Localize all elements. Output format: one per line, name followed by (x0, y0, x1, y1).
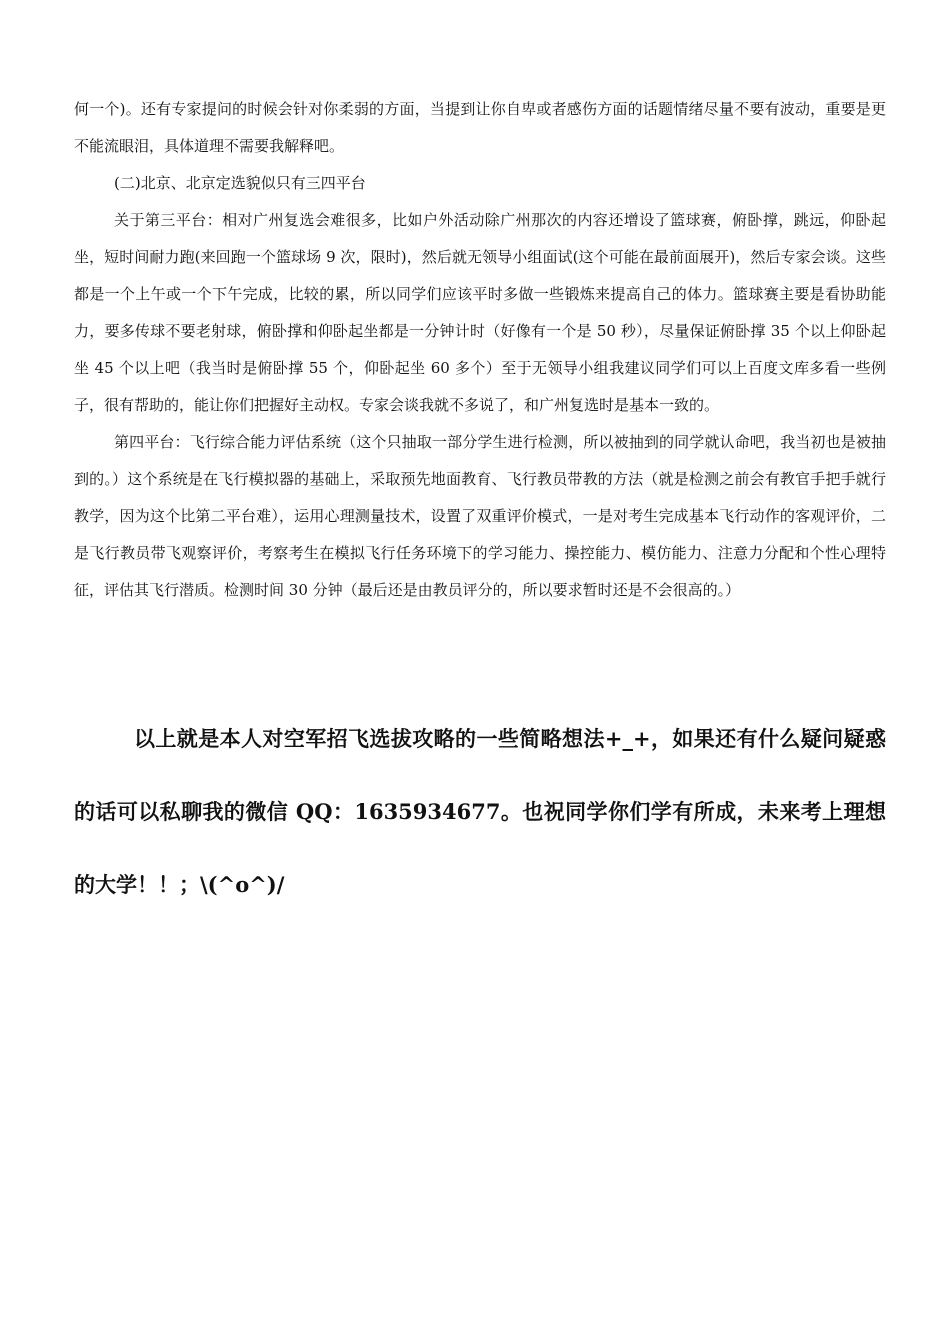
paragraph-third-platform: 关于第三平台：相对广州复选会难很多，比如户外活动除广州那次的内容还增设了篮球赛，俯卧撑，跳远，仰卧起坐，短时间耐力跑(来回跑一个篮球场 9 次，限时)，然后就无领导小组面试(这个可能在最前面展开)，然后专家会谈。这些都是一个上午或一个下午完成，比较的累，所以同学们应该平时多做一些锻炼来提高自己的体力。篮球赛主要是看协助能力，要多传球不要老射球，俯卧撑和仰卧起坐都是一分钟计时（好像有一个是 50 秒），尽量保证俯卧撑 35 个以上仰卧起坐 45 个以上吧（我当时是俯卧撑 55 个，仰卧起坐 60 多个）至于无领导小组我建议同学们可以上百度文库多看一些例子，很有帮助的，能让你们把握好主动权。专家会谈我就不多说了，和广州复选时是基本一致的。 (74, 211, 886, 414)
section-heading-beijing: (二)北京、北京定选貌似只有三四平台 (114, 174, 366, 192)
paragraph-continuation: 何一个)。还有专家提问的时候会针对你柔弱的方面，当提到让你自卑或者感伤方面的话题情绪尽量不要有波动，重要是更不能流眼泪，具体道理不需要我解释吧。 (74, 100, 886, 155)
closing-statement: 以上就是本人对空军招飞选拔攻略的一些简略想法+_+，如果还有什么疑问疑惑的话可以私聊我的微信 QQ：1635934677。也祝同学你们学有所成，未来考上理想的大学！！；\(^o^)/ (74, 726, 886, 897)
document-body (74, 91, 886, 609)
paragraph-fourth-platform: 第四平台：飞行综合能力评估系统（这个只抽取一部分学生进行检测，所以被抽到的同学就认命吧，我当初也是被抽到的。）这个系统是在飞行模拟器的基础上，采取预先地面教育、飞行教员带教的方法（就是检测之前会有教官手把手就行教学，因为这个比第二平台难），运用心理测量技术，设置了双重评价模式，一是对考生完成基本飞行动作的客观评价，二是飞行教员带飞观察评价，考察考生在模拟飞行任务环境下的学习能力、操控能力、模仿能力、注意力分配和个性心理特征，评估其飞行潜质。检测时间 30 分钟（最后还是由教员评分的，所以要求暂时还是不会很高的。） (74, 433, 886, 599)
